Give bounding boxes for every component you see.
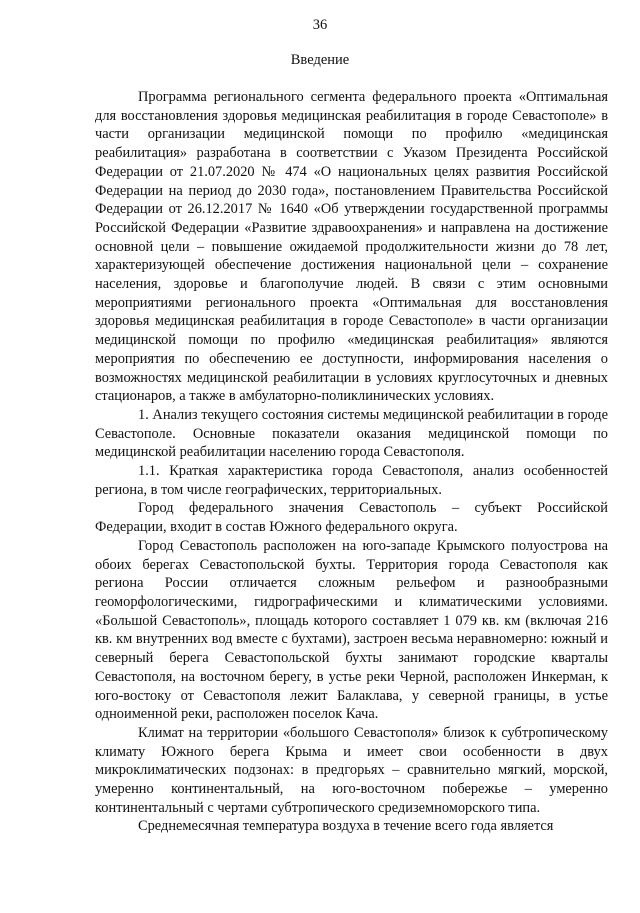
section-title: Введение bbox=[290, 52, 350, 68]
paragraph-climate: Климат на территории «большого Севастополя» близок к субтропическому климату Южного берега Крыма и имеет свои особенности в двух микроклиматических подзонах: в предгорьях – сравнительно мягкий, морской, умеренно континентальный, на юго-восточном побережье – умеренно континентальный с чертами субтропического средиземноморского типа. bbox=[95, 724, 608, 816]
paragraph-section-1: 1. Анализ текущего состояния системы медицинской реабилитации в городе Севастополе. Основные показатели оказания медицинской помощи по медицинской реабилитации населению города Севастополя. bbox=[95, 406, 608, 461]
paragraph-intro: Программа регионального сегмента федерального проекта «Оптимальная для восстановления здоровья медицинская реабилитация в городе Севастополе» в части организации медицинской помощи по профилю «медицинская реабилитация» разработана в соответствии с Указом Президента Российской Федерации от 21.07.2020 № 474 «О национальных целях развития Российской Федерации на период до 2030 года», постановлением Правительства Российской Федерации от 26.12.2017 № 1640 «Об утверждении государственной программы Российской Федерации «Развитие здравоохранения» и направлена на достижение основной цели – повышение ожидаемой продолжительности жизни до 78 лет, характеризующей обеспечение достижения национальной цели – сохранение населения, здоровье и благополучие людей. В связи с этим основными мероприятиями регионального проекта «Оптимальная для восстановления здоровья медицинская реабилитация в городе Севастополе» в части организации медицинской помощи по профилю «медицинская реабилитация» являются мероприятия по обеспечению ее доступности, информирования населения о возможностях медицинской реабилитации в условиях круглосуточных и дневных стационаров, а также в амбулаторно-поликлинических условиях. bbox=[95, 89, 608, 405]
paragraph-geography: Город Севастополь расположен на юго-западе Крымского полуострова на обоих берегах Севастопольской бухты. Территория города Севастополя как региона России отличается сложным рельефом и разнообразными геоморфологическими, гидрографическими и климатическими условиями. «Большой Севастополь», площадь которого составляет 1 079 кв. км (включая 216 кв. км внутренних вод вместе с бухтами), застроен весьма неравномерно: южный и северный берега Севастопольской бухты занимают городские кварталы Севастополя, на восточном берегу, в устье реки Черной, расположен Инкерман, к юго-востоку от Севастополя лежит Балаклава, у северной границы, в устье одноименной реки, расположен поселок Кача. bbox=[95, 537, 608, 723]
paragraph-subsection-1-1: 1.1. Краткая характеристика города Севастополя, анализ особенностей региона, в том числе географических, территориальных. bbox=[95, 463, 608, 498]
paragraph-temperature: Среднемесячная температура воздуха в течение всего года является bbox=[138, 818, 554, 835]
document-body bbox=[95, 88, 608, 836]
page-number: 36 bbox=[312, 17, 328, 33]
paragraph-federal-status: Город федерального значения Севастополь – субъект Российской Федерации, входит в состав Южного федерального округа. bbox=[95, 500, 608, 536]
